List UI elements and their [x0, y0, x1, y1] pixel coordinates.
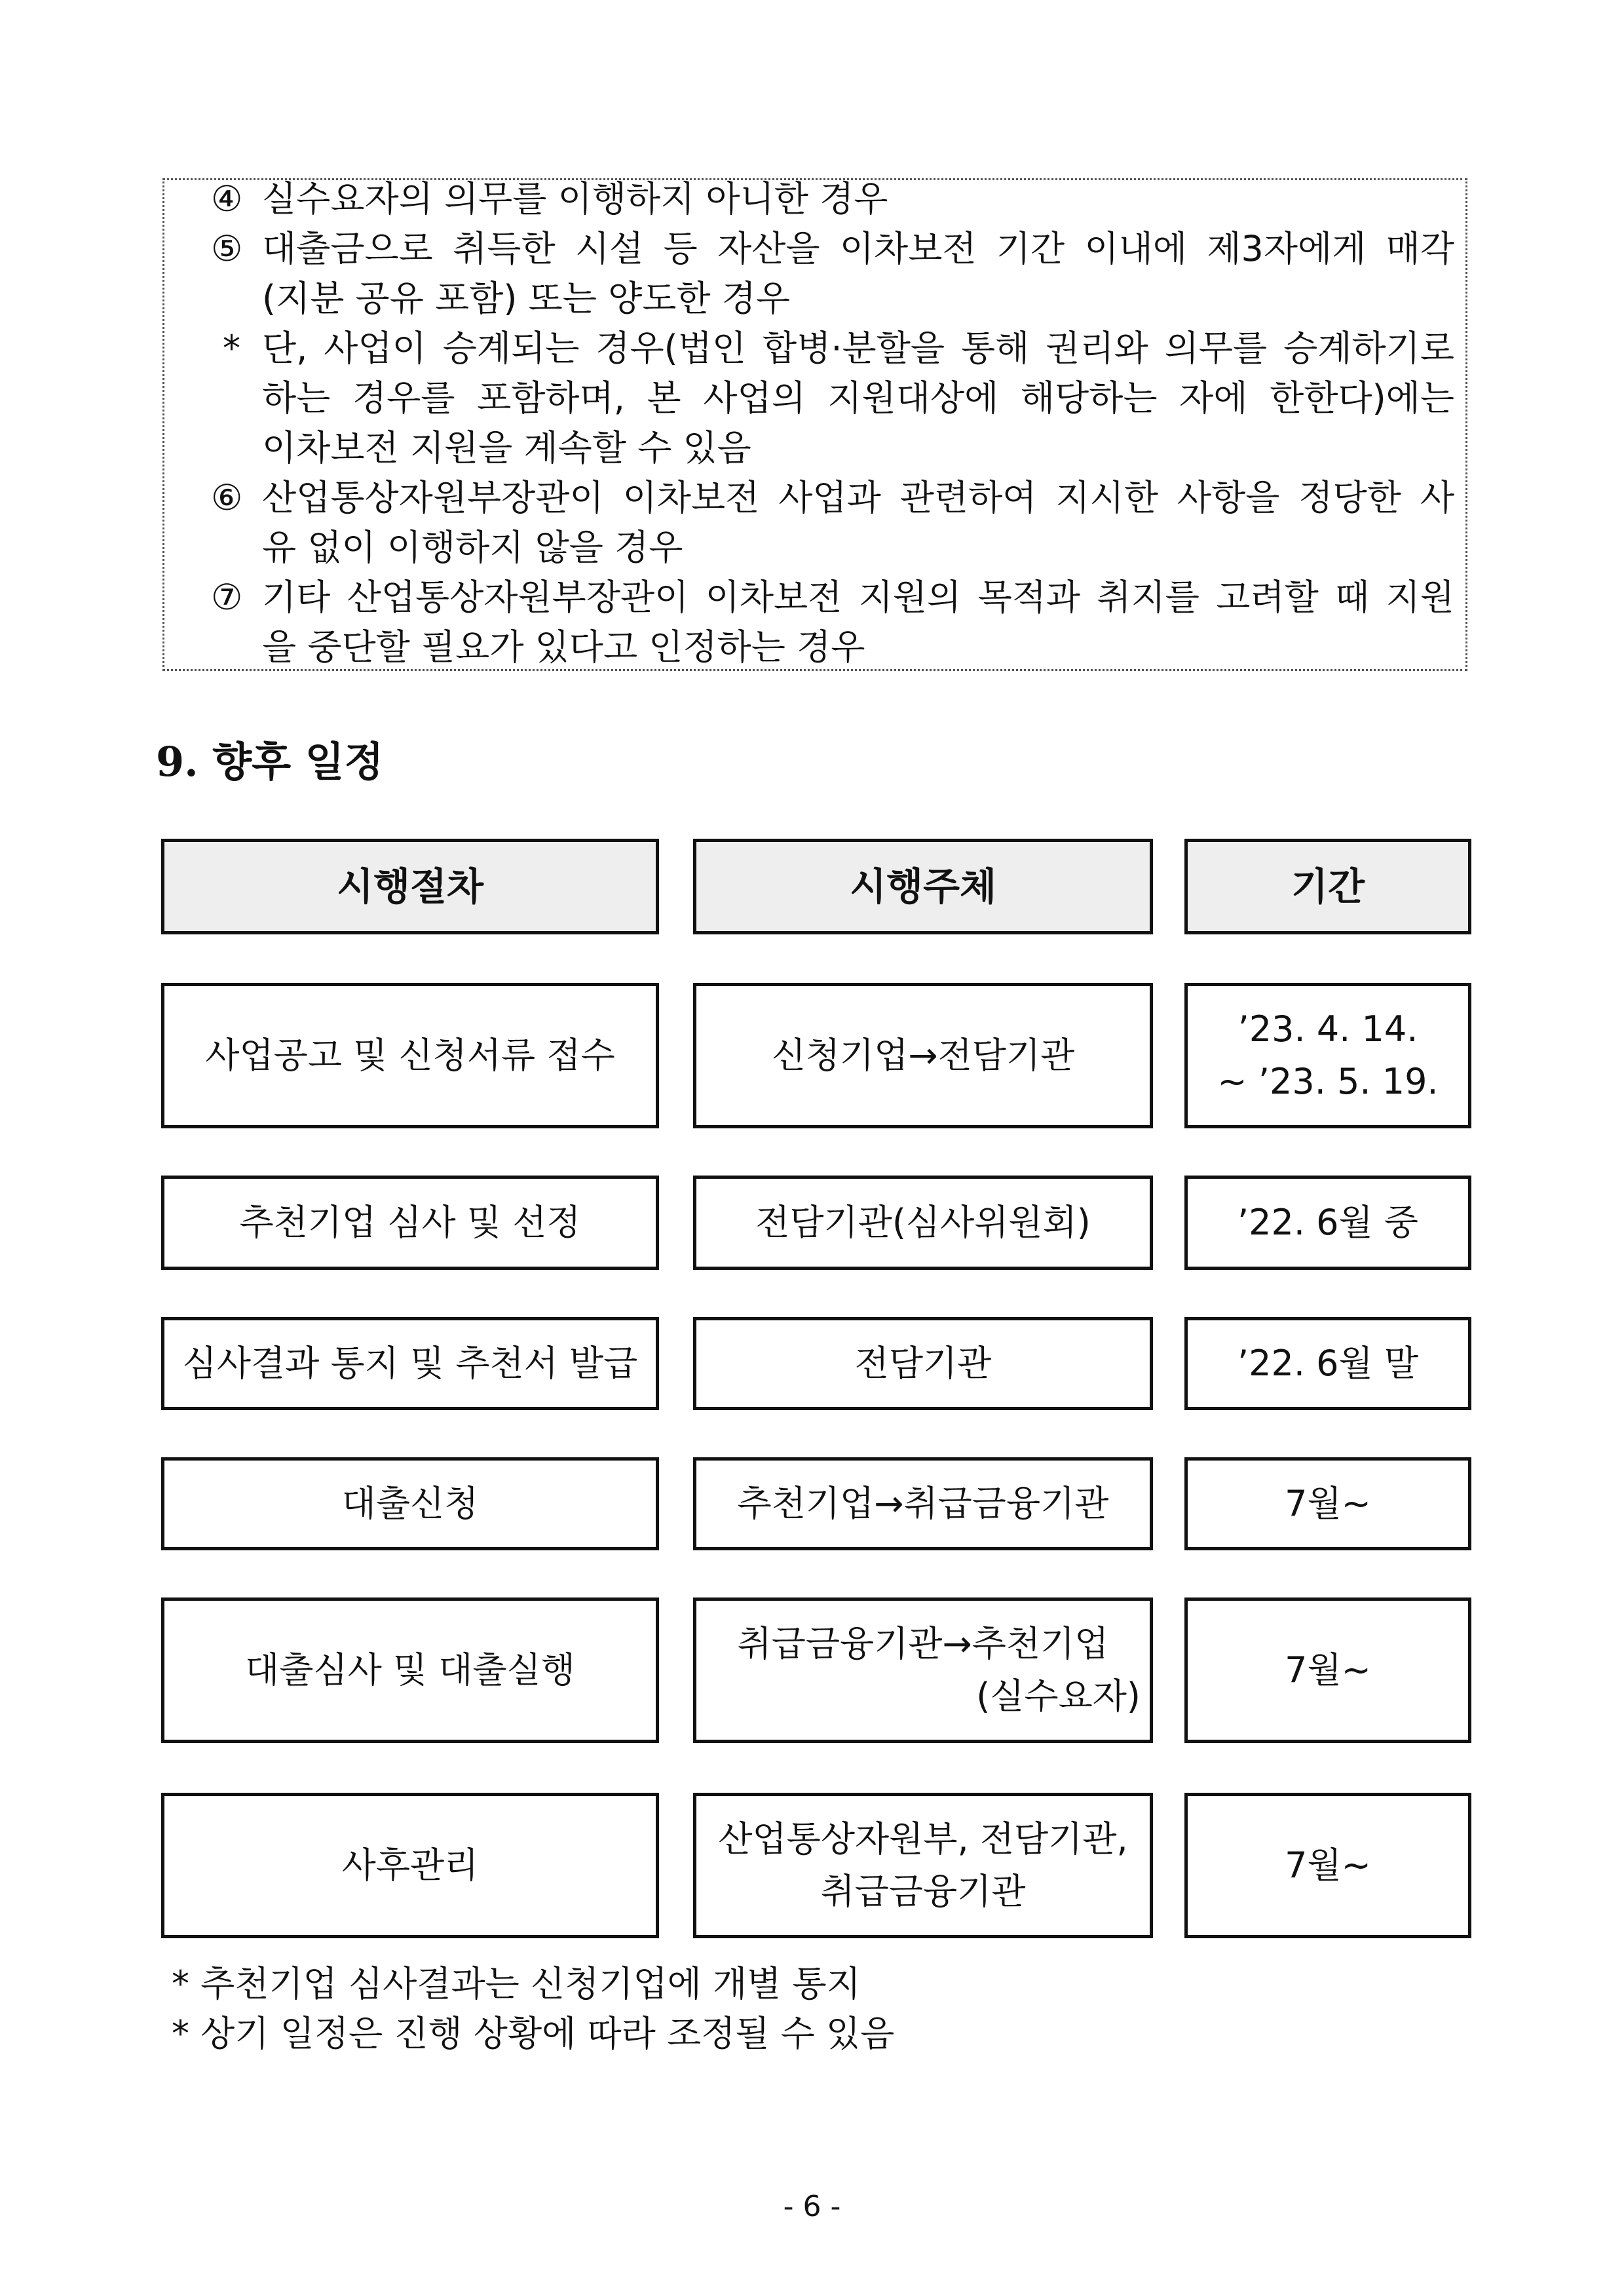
section-heading: 9. 향후 일정	[156, 738, 384, 786]
period-text: 7월~	[1285, 1649, 1371, 1691]
row-actor	[693, 983, 1153, 1128]
row-actor	[693, 1598, 1153, 1743]
row-step	[161, 1598, 659, 1743]
actor-text: (실수요자)	[976, 1675, 1141, 1717]
row-actor	[693, 1457, 1153, 1550]
notice-line: 이차보전 지원을 계속할 수 있음	[262, 427, 751, 469]
header-actor-label: 시행주체	[849, 864, 997, 909]
row-period	[1184, 1176, 1471, 1270]
row-step	[161, 983, 659, 1128]
step-text: 사후관리	[341, 1845, 479, 1886]
row-period	[1184, 1793, 1471, 1938]
row-actor	[693, 1176, 1153, 1270]
actor-text: 추천기업→취급금융기관	[737, 1483, 1109, 1524]
actor-text: 취급금융기관→추천기업	[737, 1623, 1109, 1664]
step-text: 사업공고 및 신청서류 접수	[205, 1035, 615, 1076]
row-step	[161, 1317, 659, 1410]
notice-line: 을 중단할 필요가 있다고 인정하는 경우	[262, 626, 865, 668]
step-text: 대출신청	[341, 1483, 479, 1524]
header-step	[161, 839, 659, 934]
actor-text: 전담기관(심사위원회)	[755, 1202, 1091, 1243]
actor-text: 전담기관	[854, 1343, 992, 1384]
row-step	[161, 1176, 659, 1270]
notice-line: 기타 산업통상자원부장관이 이차보전 지원의 목적과 취지를 고려할 때 지원	[262, 577, 1454, 618]
header-period	[1184, 839, 1471, 934]
actor-text: 신청기업→전담기관	[771, 1035, 1075, 1076]
step-text: 추천기업 심사 및 선정	[239, 1202, 581, 1243]
row-actor	[693, 1317, 1153, 1410]
actor-text: 취급금융기관	[820, 1871, 1026, 1912]
period-text: ’22. 6월 말	[1237, 1343, 1419, 1384]
item-marker: ④	[211, 178, 243, 220]
item-marker: ⑥	[211, 477, 243, 518]
row-period	[1184, 1317, 1471, 1410]
notice-line: 대출금으로 취득한 시설 등 자산을 이차보전 기간 이내에 제3자에게 매각	[262, 228, 1454, 269]
period-text: ’23. 4. 14.	[1237, 1008, 1418, 1050]
step-text: 심사결과 통지 및 추천서 발급	[182, 1343, 638, 1384]
row-step	[161, 1793, 659, 1938]
period-text: ~ ’23. 5. 19.	[1217, 1061, 1439, 1102]
row-period	[1184, 1598, 1471, 1743]
notice-line: (지분 공유 포함) 또는 양도한 경우	[262, 278, 791, 319]
notice-line: 하는 경우를 포함하며, 본 사업의 지원대상에 해당하는 자에 한한다)에는	[262, 377, 1454, 419]
step-text: 대출심사 및 대출실행	[245, 1649, 575, 1691]
row-step	[161, 1457, 659, 1550]
footnote: * 추천기업 심사결과는 신청기업에 개별 통지	[172, 1963, 861, 2004]
notice-line: 단, 사업이 승계되는 경우(법인 합병·분할을 통해 권리와 의무를 승계하기로	[262, 328, 1454, 369]
page-number: - 6 -	[783, 2190, 841, 2223]
row-period	[1184, 983, 1471, 1128]
period-text: ’22. 6월 중	[1237, 1202, 1419, 1243]
row-actor	[693, 1793, 1153, 1938]
note-asterisk: *	[223, 328, 240, 369]
actor-text: 산업통상자원부, 전담기관,	[718, 1818, 1128, 1860]
header-step-label: 시행절차	[336, 864, 484, 909]
notice-line: 산업통상자원부장관이 이차보전 사업과 관련하여 지시한 사항을 정당한 사	[262, 477, 1454, 518]
item-marker: ⑤	[211, 228, 243, 269]
notice-line: 실수요자의 의무를 이행하지 아니한 경우	[262, 178, 888, 220]
item-marker: ⑦	[211, 577, 243, 618]
period-text: 7월~	[1285, 1483, 1371, 1524]
header-actor	[693, 839, 1153, 934]
notice-line: 유 없이 이행하지 않을 경우	[262, 527, 683, 568]
footnote: * 상기 일정은 진행 상황에 따라 조정될 수 있음	[172, 2013, 895, 2054]
row-period	[1184, 1457, 1471, 1550]
period-text: 7월~	[1285, 1845, 1371, 1886]
header-period-label: 기간	[1291, 864, 1365, 909]
